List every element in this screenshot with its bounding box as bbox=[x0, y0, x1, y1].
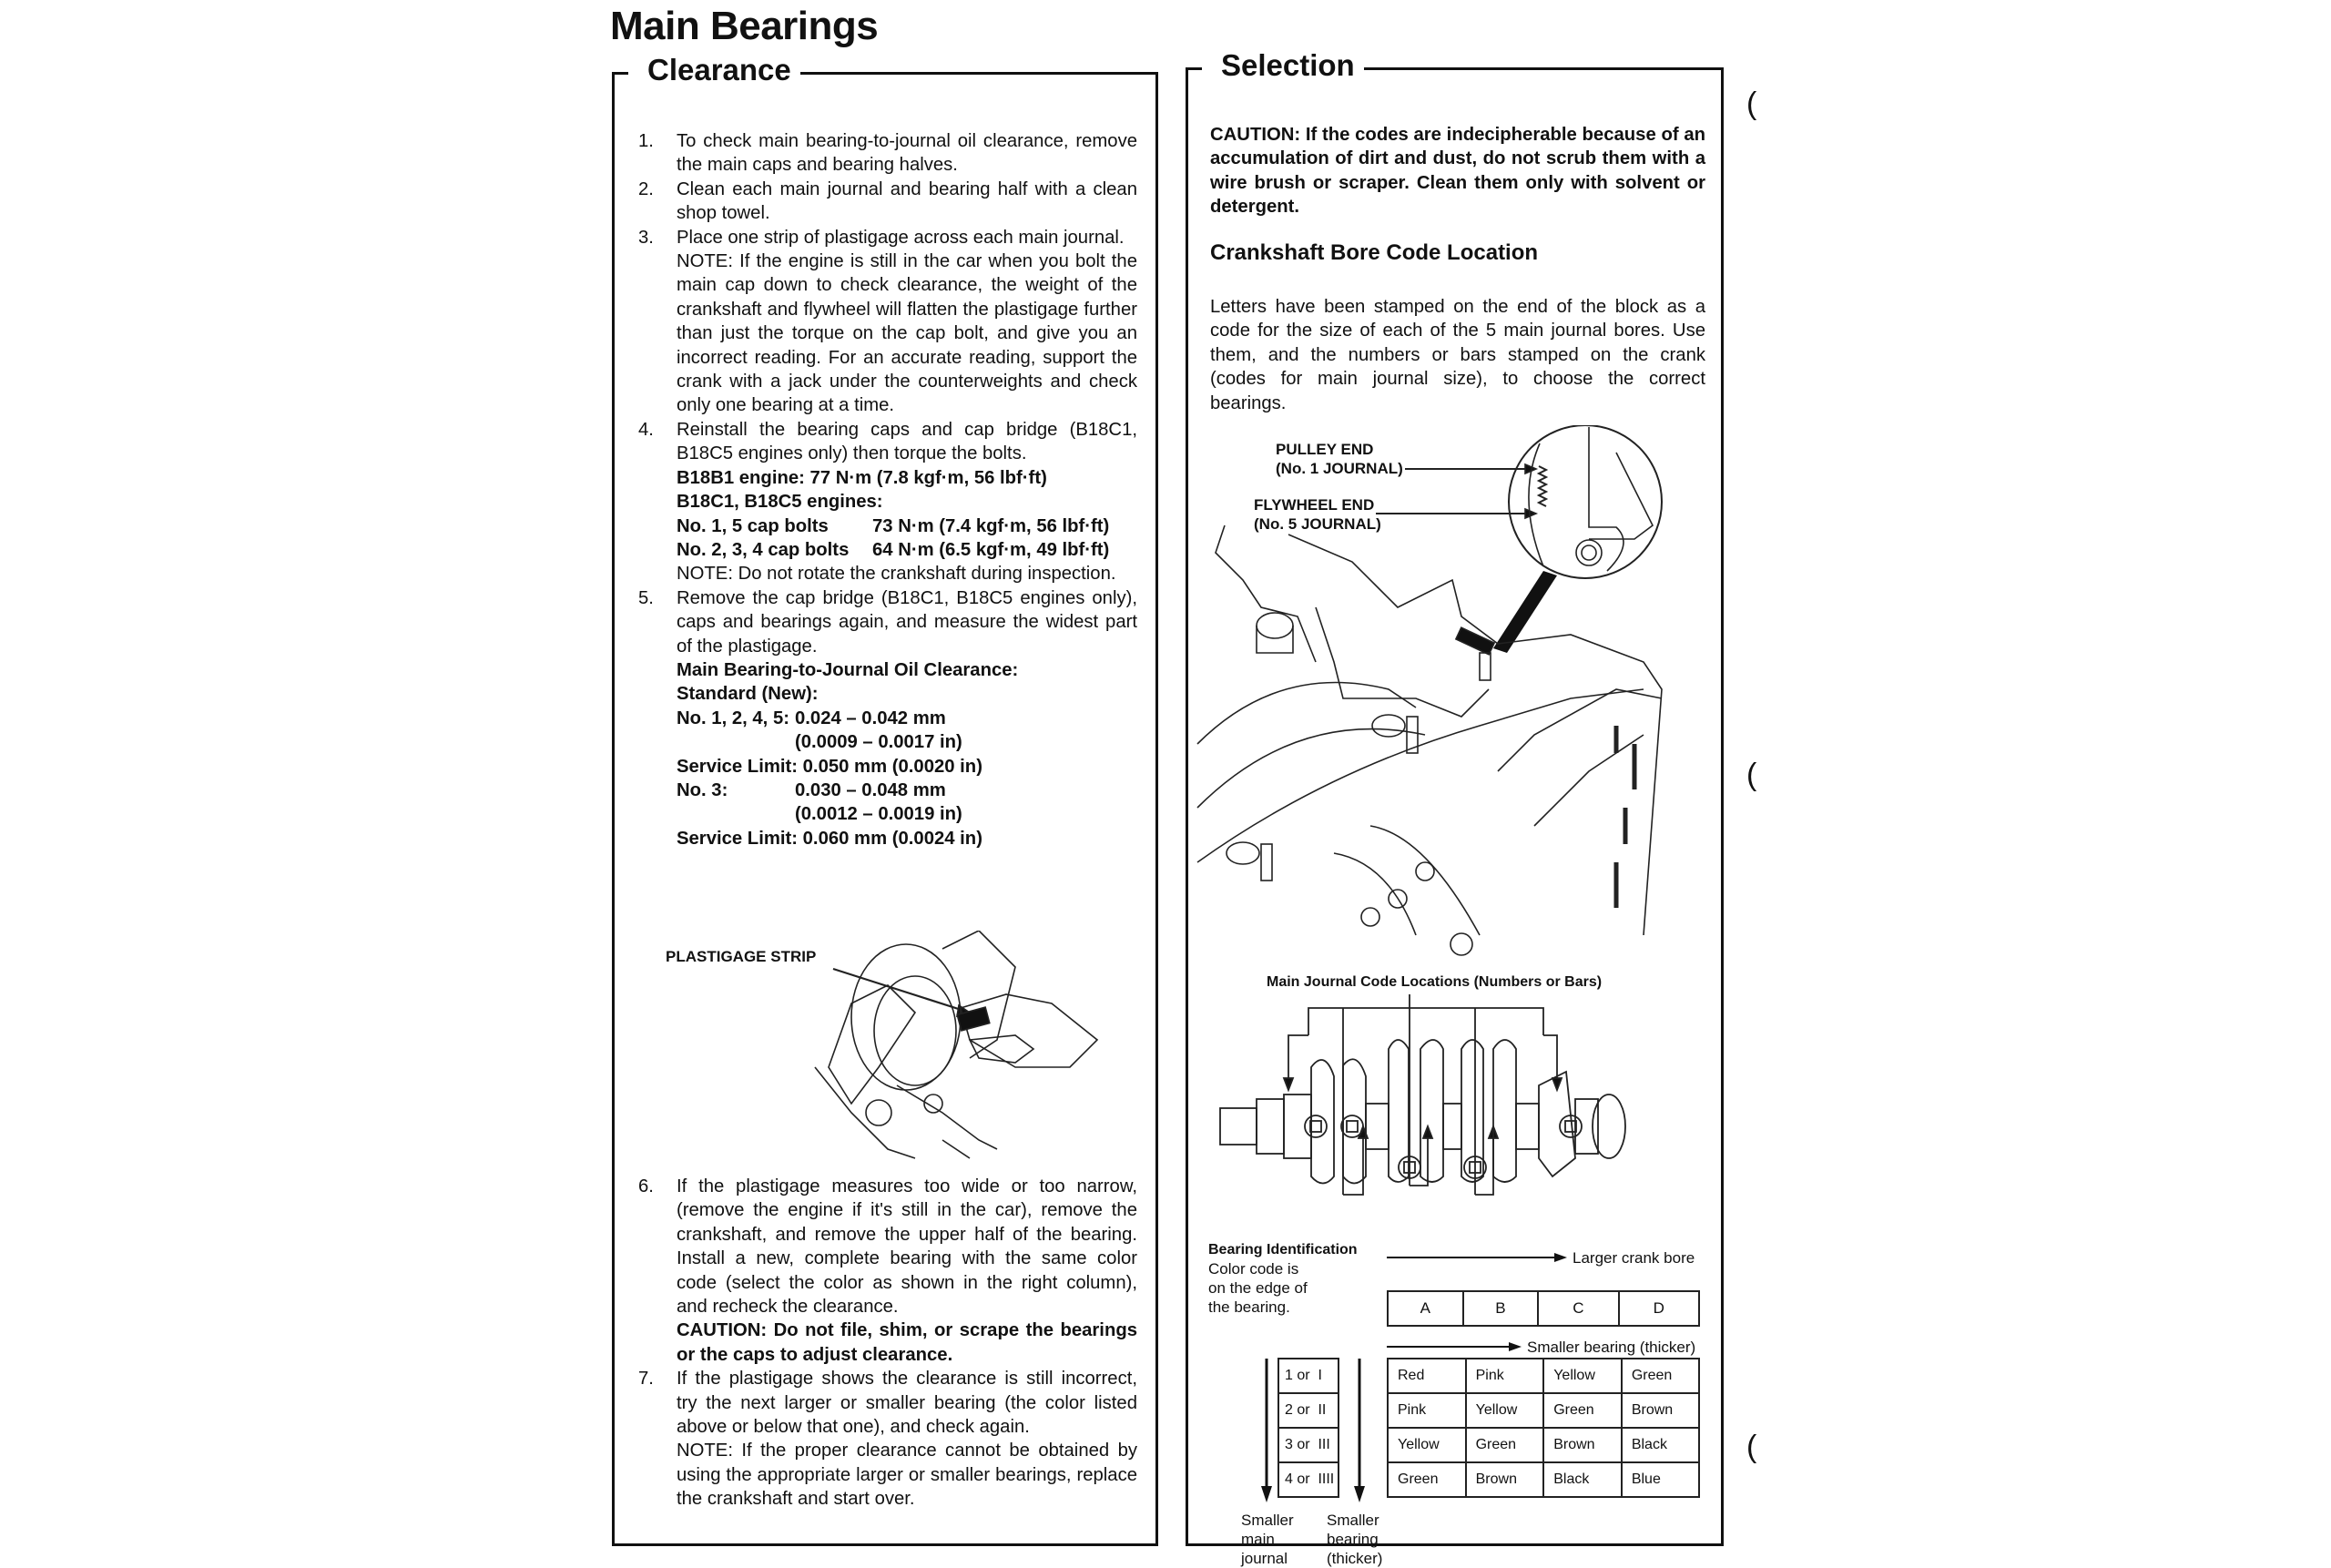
step-3: 3. Place one strip of plastigage across each main journal. NOTE: If the engine is still in the car when you bolt the main cap down to check clearance, the weight of the crankshaft and flywheel will flatten the plastigage further than just the torque on the cap bolt, and give you an incorrect reading. For an accurate reading, support the crank with a jack under the counterweights and check only one bearing at a time. bbox=[638, 226, 1137, 418]
spec-row: No. 1, 2, 4, 5: 0.024 – 0.042 mm bbox=[677, 708, 946, 728]
color-row bbox=[1388, 1462, 1699, 1497]
page-title: Main Bearings bbox=[610, 4, 879, 48]
clearance-steps-cont bbox=[638, 1175, 1137, 1512]
pulley-end-label: PULLEY END (No. 1 JOURNAL) bbox=[1276, 441, 1403, 477]
color-cell: Brown bbox=[1622, 1393, 1699, 1428]
flywheel-end-label: FLYWHEEL END (No. 5 JOURNAL) bbox=[1254, 496, 1381, 533]
service-limit: Service Limit: 0.060 mm (0.0024 in) bbox=[677, 828, 982, 849]
binding-mark-icon: ( bbox=[1746, 1430, 1757, 1464]
step-1: 1. To check main bearing-to-journal oil clearance, remove the main caps and bearing halves. bbox=[638, 131, 1137, 176]
torque-b18c-heading: B18C1, B18C5 engines: bbox=[677, 492, 883, 513]
bore-code-intro: Letters have been stamped on the end of the block as a code for the size of each of the 5 main journal bores. Use them, and the numbers or bars stamped on the crank (codes for main journal size), to choose the correct bearings. bbox=[1210, 297, 1705, 413]
color-cell: Brown bbox=[1466, 1462, 1544, 1497]
color-row bbox=[1388, 1428, 1699, 1462]
color-row bbox=[1388, 1393, 1699, 1428]
color-cell: Yellow bbox=[1388, 1428, 1466, 1462]
step-5: 5. Remove the cap bridge (B18C1, B18C5 engines only), caps and bearings again, and measure the widest part of the plastigage. Main Bearing-to-Journal Oil Clearance: Standard (New): No. 1, 2, 4, 5: 0.024 – 0.042 mm (0.0009 – 0.0017 in) Service Limit: 0.050 mm (0.0020 in) No. 3: 0.030 – 0.048 mm (0.0012 – 0.0019 in) Service Limit: 0.060 mm (0.0024 in) bbox=[638, 586, 1137, 850]
journal-code-cell: 4 or IIII bbox=[1278, 1462, 1339, 1497]
engine-block-illustration bbox=[1188, 425, 1725, 962]
journal-code-cell: 1 or I bbox=[1278, 1359, 1339, 1393]
bearing-id-block: Bearing Identification Color code is on the edge of the bearing. bbox=[1208, 1242, 1358, 1316]
color-cell: Yellow bbox=[1466, 1393, 1544, 1428]
color-cell: Black bbox=[1622, 1428, 1699, 1462]
clearance-steps bbox=[638, 129, 1137, 850]
step-2: 2. Clean each main journal and bearing half with a clean shop towel. bbox=[638, 178, 1137, 224]
color-cell: Green bbox=[1543, 1393, 1622, 1428]
bore-code-subheading: Crankshaft Bore Code Location bbox=[1210, 240, 1539, 265]
smaller-bearing-arrow-icon bbox=[1387, 1339, 1523, 1354]
color-cell: Green bbox=[1466, 1428, 1544, 1462]
plastigage-strip-callout: PLASTIGAGE STRIP bbox=[666, 948, 817, 965]
step-3-note: NOTE: If the engine is still in the car when you bolt the main cap down to check clearance, the weight of the crankshaft and flywheel will flatten the plastigage further than just the torque on the cap bolt, and give you an incorrect reading. For an accurate reading, support the crank with a jack under the counterweights and check only one bearing at a time. bbox=[677, 251, 1137, 416]
plastigage-illustration bbox=[669, 931, 1143, 1167]
bearing-color-table bbox=[1387, 1358, 1700, 1498]
journal-code-cell: 2 or II bbox=[1278, 1393, 1339, 1428]
selection-caution: CAUTION: If the codes are indecipherable because of an accumulation of dirt and dust, do not scrub them with a wire brush or scraper. Clean them only with solvent or detergent. bbox=[1210, 125, 1705, 218]
step-7: 7. If the plastigage shows the clearance is still incorrect, try the next larger or smaller bearing (the color listed above or below that one), and check again. NOTE: If the proper clearance cannot be obtained by using the appropriate larger or smaller bearings, replace the crankshaft and start over. bbox=[638, 1367, 1137, 1511]
step-6: 6. If the plastigage measures too wide or too narrow, (remove the engine if it's still in the car), remove the crankshaft, and remove the upper half of the bearing. Install a new, complete bearing with the same color code (select the color as shown in the right column), and recheck the clearance. CAUTION: Do not file, shim, or scrape the bearings or the caps to adjust clearance. bbox=[638, 1175, 1137, 1367]
color-cell: Red bbox=[1388, 1359, 1466, 1393]
smaller-journal-label: Smaller main journal bbox=[1241, 1512, 1294, 1567]
larger-bore-label: Larger crank bore bbox=[1573, 1249, 1695, 1267]
bore-code-cell: B bbox=[1463, 1291, 1539, 1326]
smaller-bearing-arrow-v-icon bbox=[1352, 1359, 1367, 1504]
bearing-id-title: Bearing Identification bbox=[1208, 1242, 1358, 1257]
bore-code-table bbox=[1387, 1290, 1700, 1327]
larger-bore-arrow-icon bbox=[1387, 1250, 1569, 1265]
color-cell: Black bbox=[1543, 1462, 1622, 1497]
color-cell: Pink bbox=[1388, 1393, 1466, 1428]
step-6-caution: CAUTION: Do not file, shim, or scrape the bearings or the caps to adjust clearance. bbox=[677, 1320, 1137, 1365]
color-cell: Pink bbox=[1466, 1359, 1544, 1393]
bore-code-cell: D bbox=[1619, 1291, 1699, 1326]
clearance-panel bbox=[612, 53, 1158, 1546]
spec-standard: Standard (New): bbox=[677, 684, 819, 705]
spec-row: No. 3: 0.030 – 0.048 mm bbox=[677, 779, 946, 800]
binding-mark-icon: ( bbox=[1746, 87, 1757, 121]
smaller-journal-arrow-icon bbox=[1259, 1359, 1274, 1504]
crank-figure-caption: Main Journal Code Locations (Numbers or Bars) bbox=[1267, 974, 1603, 990]
service-limit: Service Limit: 0.050 mm (0.0020 in) bbox=[677, 756, 982, 777]
smaller-bearing-v-label: Smaller bearing (thicker) bbox=[1327, 1512, 1383, 1567]
bore-code-cell: C bbox=[1538, 1291, 1618, 1326]
journal-code-table bbox=[1277, 1358, 1339, 1498]
binding-mark-icon: ( bbox=[1746, 758, 1757, 792]
crankshaft-illustration bbox=[1216, 994, 1653, 1213]
color-cell: Yellow bbox=[1543, 1359, 1622, 1393]
selection-panel bbox=[1186, 48, 1724, 1567]
torque-row: No. 1, 5 cap bolts 73 N·m (7.4 kgf·m, 56 lbf·ft) bbox=[677, 515, 1110, 536]
color-cell: Brown bbox=[1543, 1428, 1622, 1462]
torque-b18b1: B18B1 engine: 77 N·m (7.8 kgf·m, 56 lbf·ft) bbox=[677, 467, 1047, 488]
smaller-bearing-label: Smaller bearing (thicker) bbox=[1527, 1339, 1696, 1356]
spec-heading: Main Bearing-to-Journal Oil Clearance: bbox=[677, 659, 1019, 680]
color-cell: Green bbox=[1622, 1359, 1699, 1393]
step-7-note: NOTE: If the proper clearance cannot be obtained by using the appropriate larger or smaller bearings, replace the crankshaft and start over. bbox=[677, 1441, 1137, 1510]
journal-code-cell: 3 or III bbox=[1278, 1428, 1339, 1462]
torque-row: No. 2, 3, 4 cap bolts 64 N·m (6.5 kgf·m, 49 lbf·ft) bbox=[677, 539, 1110, 560]
color-row bbox=[1388, 1359, 1699, 1393]
step-4: 4. Reinstall the bearing caps and cap bridge (B18C1, B18C5 engines only) then torque the bolts. B18B1 engine: 77 N·m (7.8 kgf·m, 56 lbf·ft) B18C1, B18C5 engines: No. 1, 5 cap bolts 73 N·m (7.4 kgf·m, 56 lbf·ft) No. 2, 3, 4 cap bolts 64 N·m (6.5 kgf·m, 49 lbf·ft) NOTE: Do not rotate the crankshaft during inspection. bbox=[638, 418, 1137, 586]
clearance-heading: Clearance bbox=[638, 53, 800, 87]
color-cell: Blue bbox=[1622, 1462, 1699, 1497]
selection-heading: Selection bbox=[1212, 48, 1364, 83]
color-cell: Green bbox=[1388, 1462, 1466, 1497]
bore-code-cell: A bbox=[1388, 1291, 1463, 1326]
step-4-note: NOTE: Do not rotate the crankshaft during inspection. bbox=[677, 564, 1116, 585]
